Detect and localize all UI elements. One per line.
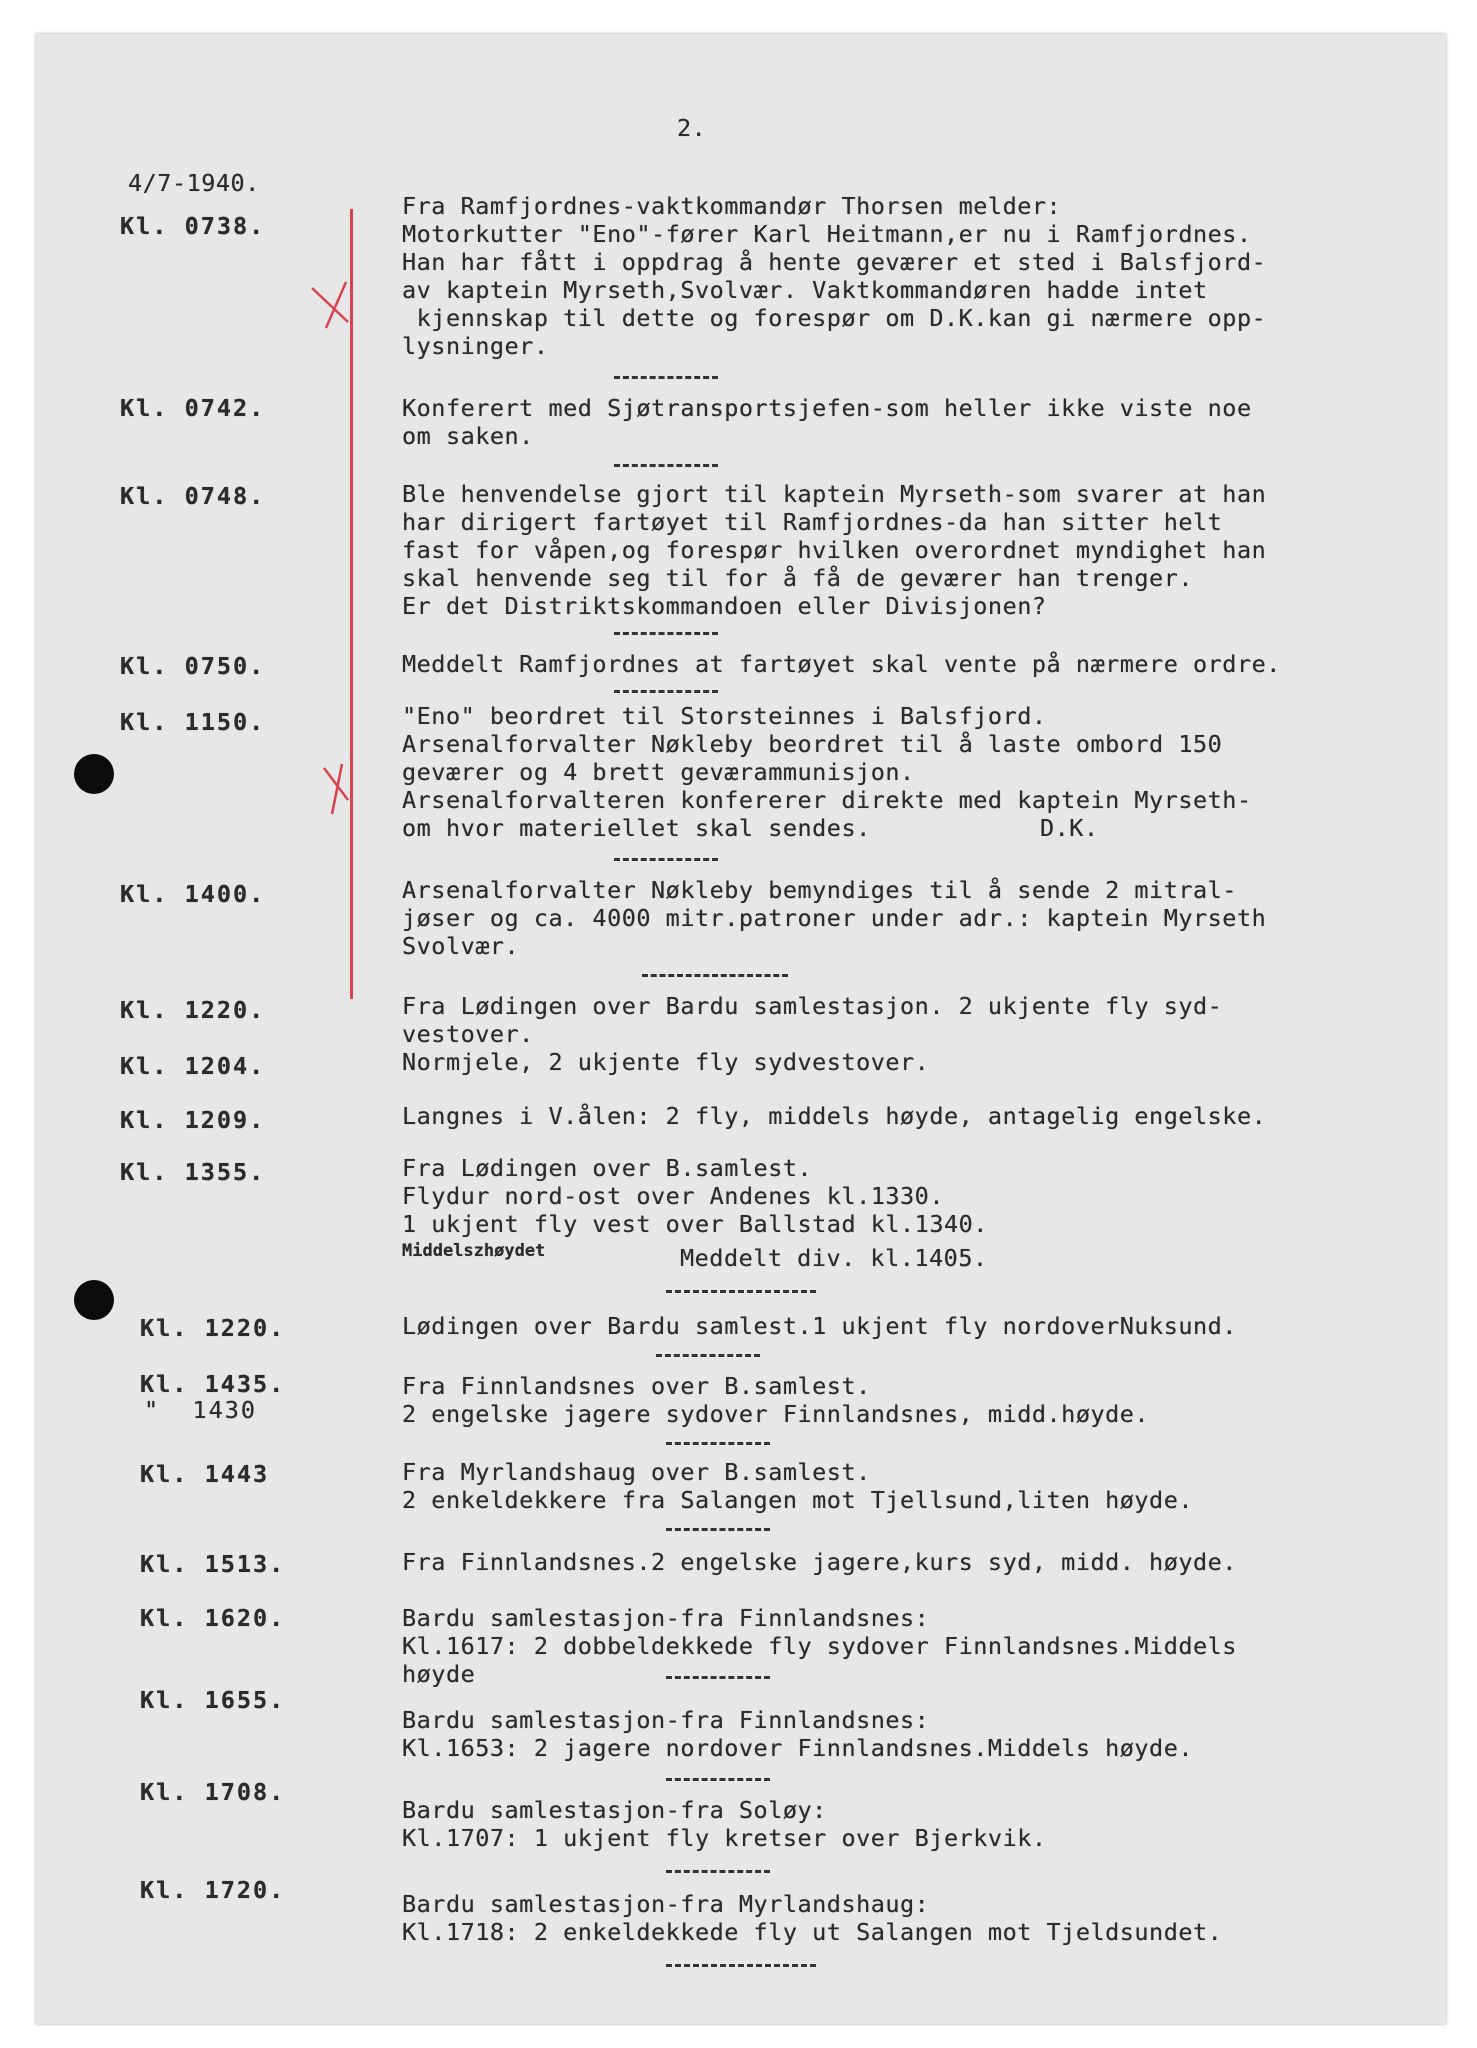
separator bbox=[666, 1528, 770, 1531]
entry-line: Kl.1707: 1 ukjent fly kretser over Bjerkvik. bbox=[402, 1824, 1047, 1852]
red-cross-mark-2 bbox=[318, 760, 358, 820]
forwarded-note: Meddelt div. kl.1405. bbox=[680, 1244, 988, 1272]
separator bbox=[614, 690, 718, 693]
entry-time: Kl. 1513. bbox=[140, 1550, 286, 1578]
entry-line: skal henvende seg til for å få de geværer han trenger. bbox=[402, 564, 1194, 592]
entry-line: "Eno" beordret til Storsteinnes i Balsfjord. bbox=[402, 702, 1047, 730]
separator bbox=[614, 858, 718, 861]
entry-time: Kl. 1443 bbox=[140, 1460, 270, 1488]
entry-time: Kl. 1655. bbox=[140, 1686, 286, 1714]
entry-time: Kl. 1435. bbox=[140, 1370, 286, 1398]
entry-line: har dirigert fartøyet til Ramfjordnes-da han sitter helt bbox=[402, 508, 1223, 536]
separator bbox=[666, 1870, 770, 1873]
separator bbox=[614, 464, 718, 467]
entry-line: om saken. bbox=[402, 422, 534, 450]
entry-line: Kl.1653: 2 jagere nordover Finnlandsnes.Middels høyde. bbox=[402, 1734, 1194, 1762]
entry-time: Kl. 0738. bbox=[120, 212, 266, 240]
separator bbox=[666, 1964, 816, 1967]
date-heading: 4/7-1940. bbox=[128, 169, 260, 197]
entry-line: Ble henvendelse gjort til kaptein Myrseth-som svarer at han bbox=[402, 480, 1267, 508]
separator bbox=[656, 1354, 760, 1357]
entry-line: Bardu samlestasjon-fra Finnlandsnes: bbox=[402, 1604, 930, 1632]
signature-stamp: D.K. bbox=[1040, 814, 1099, 842]
entry-line: jøser og ca. 4000 mitr.patroner under adr.: kaptein Myrseth bbox=[402, 904, 1267, 932]
separator bbox=[666, 1778, 770, 1781]
entry-line: 2 engelske jagere sydover Finnlandsnes, midd.høyde. bbox=[402, 1400, 1150, 1428]
entry-line: fast for våpen,og forespør hvilken overordnet myndighet han bbox=[402, 536, 1267, 564]
page-number: 2. bbox=[677, 114, 707, 142]
entry-time: Kl. 0748. bbox=[120, 482, 266, 510]
entry-line: Fra Ramfjordnes-vaktkommandør Thorsen melder: bbox=[402, 192, 1062, 220]
entry-line: Fra Finnlandsnes over B.samlest. bbox=[402, 1372, 871, 1400]
entry-time-ditto: " 1430 bbox=[144, 1396, 258, 1424]
entry-line: Bardu samlestasjon-fra Soløy: bbox=[402, 1796, 827, 1824]
entry-line: 1 ukjent fly vest over Ballstad kl.1340. bbox=[402, 1210, 988, 1238]
entry-time: Kl. 1708. bbox=[140, 1778, 286, 1806]
entry-line: Er det Distriktskommandoen eller Divisjonen? bbox=[402, 592, 1047, 620]
document-page bbox=[36, 34, 1446, 2024]
punch-hole-top bbox=[74, 754, 114, 794]
entry-line: kjennskap til dette og forespør om D.K.kan gi nærmere opp- bbox=[402, 304, 1267, 332]
entry-line: Arsenalforvalter Nøkleby bemyndiges til å sende 2 mitral- bbox=[402, 876, 1237, 904]
entry-line: Arsenalforvalteren konfererer direkte med kaptein Myrseth- bbox=[402, 786, 1252, 814]
entry-time: Kl. 1209. bbox=[120, 1106, 266, 1134]
entry-line: Normjele, 2 ukjente fly sydvestover. bbox=[402, 1048, 930, 1076]
entry-line: av kaptein Myrseth,Svolvær. Vaktkommandøren hadde intet bbox=[402, 276, 1208, 304]
separator bbox=[614, 376, 718, 379]
entry-line: Fra Lødingen over B.samlest. bbox=[402, 1154, 813, 1182]
separator bbox=[666, 1442, 770, 1445]
entry-line: Han har fått i oppdrag å hente geværer et sted i Balsfjord- bbox=[402, 248, 1267, 276]
entry-time: Kl. 1620. bbox=[140, 1604, 286, 1632]
separator bbox=[614, 632, 718, 635]
entry-time: Kl. 1355. bbox=[120, 1158, 266, 1186]
entry-time: Kl. 1150. bbox=[120, 708, 266, 736]
entry-line: Langnes i V.ålen: 2 fly, middels høyde, antagelig engelske. bbox=[402, 1102, 1267, 1130]
entry-line: Svolvær. bbox=[402, 932, 520, 960]
overstruck-text: Middelszhøydet bbox=[402, 1241, 546, 1261]
red-cross-mark-1 bbox=[306, 280, 356, 332]
entry-line: Bardu samlestasjon-fra Finnlandsnes: bbox=[402, 1706, 930, 1734]
entry-time: Kl. 1400. bbox=[120, 880, 266, 908]
entry-line: Fra Lødingen over Bardu samlestasjon. 2 ukjente fly syd- bbox=[402, 992, 1223, 1020]
entry-line: Lødingen over Bardu samlest.1 ukjent fly nordoverNuksund. bbox=[402, 1312, 1237, 1340]
entry-line: Arsenalforvalter Nøkleby beordret til å laste ombord 150 bbox=[402, 730, 1223, 758]
entry-line: Konferert med Sjøtransportsjefen-som heller ikke viste noe bbox=[402, 394, 1252, 422]
entry-line: 2 enkeldekkere fra Salangen mot Tjellsund,liten høyde. bbox=[402, 1486, 1194, 1514]
entry-line: Meddelt Ramfjordnes at fartøyet skal vente på nærmere ordre. bbox=[402, 650, 1281, 678]
entry-time: Kl. 1720. bbox=[140, 1876, 286, 1904]
punch-hole-bottom bbox=[74, 1280, 114, 1320]
entry-line: Kl.1718: 2 enkeldekkede fly ut Salangen mot Tjeldsundet. bbox=[402, 1918, 1223, 1946]
entry-time: Kl. 1220. bbox=[140, 1314, 286, 1342]
entry-line: geværer og 4 brett geværammunisjon. bbox=[402, 758, 915, 786]
entry-line: vestover. bbox=[402, 1020, 534, 1048]
entry-line: lysninger. bbox=[402, 332, 549, 360]
entry-line: Flydur nord-ost over Andenes kl.1330. bbox=[402, 1182, 944, 1210]
entry-line: Bardu samlestasjon-fra Myrlandshaug: bbox=[402, 1890, 930, 1918]
separator bbox=[666, 1290, 816, 1293]
separator bbox=[642, 974, 788, 977]
entry-line: Motorkutter "Eno"-fører Karl Heitmann,er nu i Ramfjordnes. bbox=[402, 220, 1252, 248]
entry-time: Kl. 1220. bbox=[120, 996, 266, 1024]
entry-line: Kl.1617: 2 dobbeldekkede fly sydover Finnlandsnes.Middels bbox=[402, 1632, 1237, 1660]
entry-line: høyde bbox=[402, 1660, 476, 1688]
entry-line: Fra Myrlandshaug over B.samlest. bbox=[402, 1458, 871, 1486]
separator bbox=[666, 1676, 770, 1679]
entry-line: Fra Finnlandsnes.2 engelske jagere,kurs syd, midd. høyde. bbox=[402, 1548, 1237, 1576]
entry-time: Kl. 0750. bbox=[120, 652, 266, 680]
entry-time: Kl. 0742. bbox=[120, 394, 266, 422]
entry-time: Kl. 1204. bbox=[120, 1052, 266, 1080]
entry-line: om hvor materiellet skal sendes. bbox=[402, 814, 871, 842]
